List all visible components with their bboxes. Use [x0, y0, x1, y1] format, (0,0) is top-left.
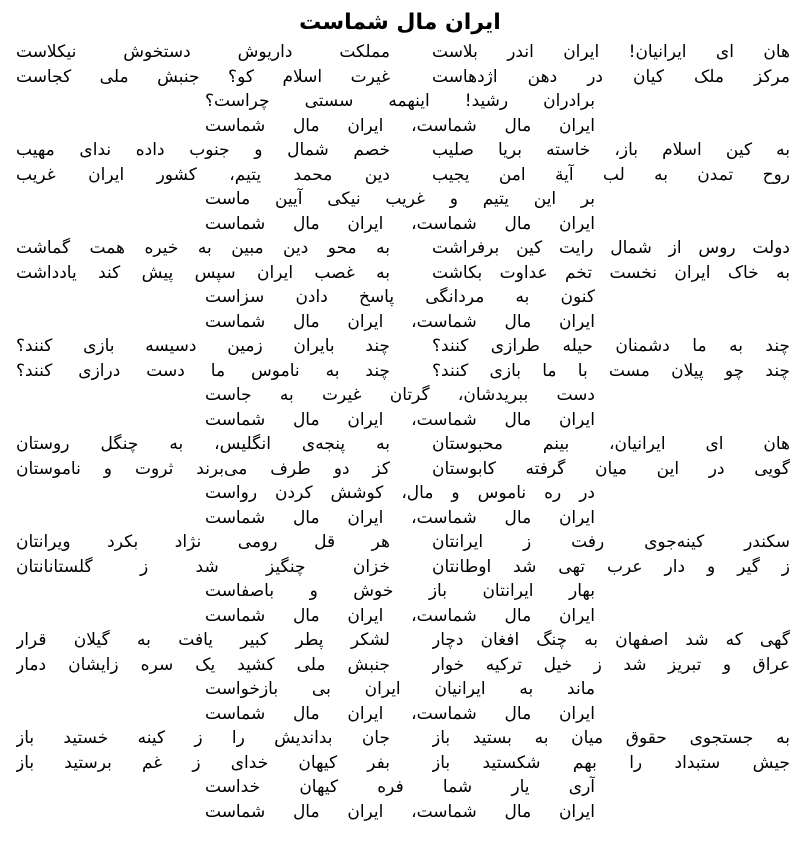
first-hemistich: سکندر کینه‌جوی رفت ز ایرانتان: [432, 532, 790, 552]
first-hemistich: هان ای ایرانیان! ایران اندر بلاست: [432, 42, 790, 62]
stanza-closing-line: [0, 481, 800, 506]
first-hemistich: جیش ستبداد را بهم شکستید باز: [432, 752, 790, 773]
stanza-closing-line: [0, 677, 800, 702]
stanza: [0, 628, 800, 726]
stanza: [0, 236, 800, 334]
refrain-text: ایران مال شماست، ایران مال شماست: [205, 605, 595, 626]
couplet-line: [0, 65, 800, 90]
refrain-line: [0, 114, 800, 139]
refrain-line: [0, 408, 800, 433]
first-hemistich: چند به ما دشمنان حیله طرازی کنند؟: [432, 336, 790, 356]
stanza-closing-line: [0, 383, 800, 408]
refrain-line: [0, 212, 800, 237]
stanza: [0, 530, 800, 628]
second-hemistich: جان بداندیش را ز کینه خستید باز: [16, 728, 390, 748]
stanza: [0, 40, 800, 138]
stanza: [0, 432, 800, 530]
refrain-line: [0, 800, 800, 825]
closing-line-text: بهار ایرانتان باز خوش و باصفاست: [205, 581, 595, 601]
stanza-closing-line: [0, 775, 800, 800]
first-hemistich: روح تمدن به لب آیة امن یجیب: [432, 164, 790, 185]
couplet-line: [0, 555, 800, 580]
couplet-line: [0, 457, 800, 482]
couplet-line: [0, 359, 800, 384]
second-hemistich: به محو دین مبین به خیره همت گماشت: [16, 238, 390, 258]
second-hemistich: بفر کیهان خدای ز غم برستید باز: [16, 752, 390, 773]
first-hemistich: ز گیر و دار عرب تهی شد اوطانتان: [432, 556, 790, 577]
couplet-line: [0, 751, 800, 776]
closing-line-text: بر این یتیم و غریب نیکی آیین ماست: [205, 189, 595, 209]
couplet-line: [0, 628, 800, 653]
refrain-line: [0, 604, 800, 629]
couplet-line: [0, 432, 800, 457]
closing-line-text: کنون به مردانگی پاسخ دادن سزاست: [205, 287, 595, 307]
stanza-closing-line: [0, 285, 800, 310]
stanza-closing-line: [0, 187, 800, 212]
couplet-line: [0, 40, 800, 65]
refrain-text: ایران مال شماست، ایران مال شماست: [205, 801, 595, 822]
refrain-line: [0, 702, 800, 727]
couplet-line: [0, 138, 800, 163]
refrain-line: [0, 506, 800, 531]
second-hemistich: مملکت داریوش دستخوش نیکلاست: [16, 42, 390, 62]
couplet-line: [0, 530, 800, 555]
first-hemistich: گهی که شد اصفهان به چنگ افغان دچار: [432, 630, 790, 650]
second-hemistich: غیرت اسلام کو؟ جنبش ملی کجاست: [16, 66, 390, 87]
couplet-line: [0, 726, 800, 751]
couplet-line: [0, 236, 800, 261]
second-hemistich: چند به ناموس ما دست درازی کنند؟: [16, 360, 390, 381]
refrain-text: ایران مال شماست، ایران مال شماست: [205, 703, 595, 724]
second-hemistich: به پنجه‌ی انگلیس، به چنگل روستان: [16, 434, 390, 454]
refrain-text: ایران مال شماست، ایران مال شماست: [205, 409, 595, 430]
second-hemistich: به غصب ایران سپس پیش کند یادداشت: [16, 262, 390, 283]
second-hemistich: دین محمد یتیم، کشور ایران غریب: [16, 164, 390, 185]
stanza-closing-line: [0, 89, 800, 114]
closing-line-text: برادران رشید! اینهمه سستی چراست؟: [205, 91, 595, 111]
second-hemistich: جنبش ملی کشید یک سره زایشان دمار: [16, 654, 390, 675]
second-hemistich: خصم شمال و جنوب داده ندای مهیب: [16, 140, 390, 160]
stanza-closing-line: [0, 579, 800, 604]
first-hemistich: مرکز ملک کیان در دهن اژدهاست: [432, 66, 790, 87]
stanza: [0, 726, 800, 824]
refrain-text: ایران مال شماست، ایران مال شماست: [205, 507, 595, 528]
first-hemistich: به خاک ایران نخست تخم عداوت بکاشت: [432, 262, 790, 283]
second-hemistich: هر قل رومی نژاد بکرد ویرانتان: [16, 532, 390, 552]
couplet-line: [0, 163, 800, 188]
refrain-text: ایران مال شماست، ایران مال شماست: [205, 311, 595, 332]
stanza: [0, 138, 800, 236]
closing-line-text: آری یار شما فره کیهان خداست: [205, 777, 595, 797]
second-hemistich: کز دو طرف می‌برند ثروت و ناموستان: [16, 458, 390, 479]
second-hemistich: چند بایران زمین دسیسه بازی کنند؟: [16, 336, 390, 356]
couplet-line: [0, 653, 800, 678]
poem-body: [0, 40, 800, 824]
first-hemistich: عراق و تبریز شد ز خیل ترکیه خوار: [432, 654, 790, 675]
first-hemistich: هان ای ایرانیان، بینم محبوستان: [432, 434, 790, 454]
closing-line-text: دست ببریدشان، گرتان غیرت به جاست: [205, 385, 595, 405]
closing-line-text: ماند به ایرانیان ایران بی بازخواست: [205, 679, 595, 699]
couplet-line: [0, 261, 800, 286]
refrain-line: [0, 310, 800, 335]
first-hemistich: گویی در این میان گرفته کابوستان: [432, 458, 790, 479]
first-hemistich: به کین اسلام باز، خاسته بریا صلیب: [432, 140, 790, 160]
second-hemistich: لشکر پطر کبیر یافت به گیلان قرار: [16, 630, 390, 650]
refrain-text: ایران مال شماست، ایران مال شماست: [205, 213, 595, 234]
poem-title: ایران مال شماست: [299, 10, 501, 35]
first-hemistich: چند چو پیلان مست با ما بازی کنند؟: [432, 360, 790, 381]
refrain-text: ایران مال شماست، ایران مال شماست: [205, 115, 595, 136]
first-hemistich: به جستجوی حقوق میان به بستید باز: [432, 728, 790, 748]
first-hemistich: دولت روس از شمال رایت کین برفراشت: [432, 238, 790, 258]
closing-line-text: در ره ناموس و مال، کوشش کردن رواست: [205, 483, 595, 503]
stanza: [0, 334, 800, 432]
couplet-line: [0, 334, 800, 359]
second-hemistich: خزان چنگیز شد ز گلستانانتان: [16, 556, 390, 577]
